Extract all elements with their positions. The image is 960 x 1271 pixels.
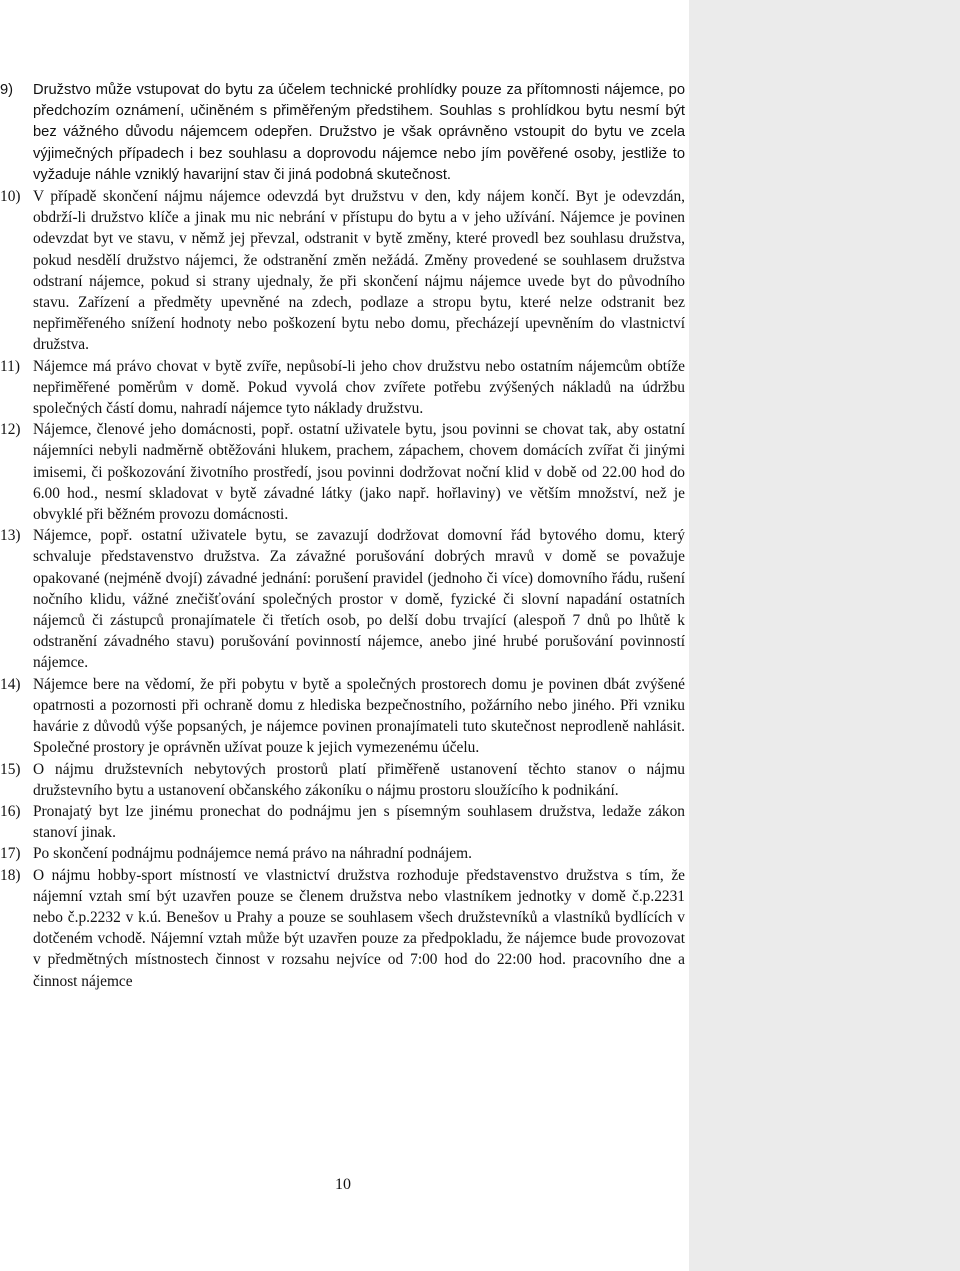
clause-number: 17) — [0, 845, 21, 863]
clause-number: 9) — [0, 82, 14, 98]
clause-number: 16) — [0, 802, 21, 820]
comment-margin-panel — [689, 0, 960, 1271]
clause-11 — [0, 356, 685, 420]
page-number: 10 — [335, 1176, 351, 1193]
clause-text: O nájmu hobby-sport místností ve vlastnictví družstva rozhoduje představenstvo družstva s tím, že nájemní vztah smí být uzavřen pouze se členem družstva nebo vlastníkem jednotky v domě č.p.2231 nebo č.p.2232 v k.ú. Benešov u Prahy a pouze se souhlasem všech družstevníků a vlastníků bydlících v dotčeném vchodě. Nájemní vztah může být uzavřen pouze za předpokladu, že nájemce bude provozovat v předmětných místnostech činnost v rozsahu nejvíce od 7:00 hod do 22:00 hod. pracovního dne a činnost nájemce — [33, 866, 685, 990]
clause-9 — [0, 80, 685, 186]
clause-17 — [0, 843, 685, 864]
clause-number: 10) — [0, 188, 21, 206]
clause-text: Pronajatý byt lze jinému pronechat do podnájmu jen s písemným souhlasem družstva, ledaže zákon stanoví jinak. — [33, 802, 685, 842]
clause-12 — [0, 419, 685, 525]
clause-text: Nájemce, popř. ostatní uživatele bytu, se zavazují dodržovat domovní řád bytového domu, který schvaluje představenstvo družstva. Za závažné porušování dobrých mravů v domě se považuje opakované (nejméně dvojí) závadné jednání: porušení pravidel (jednoho či více) domovního řádu, rušení nočního klidu, vážné znečišťování společných prostor v domě, fyzické či slovní napadání ostatních nájemců či zástupců pronajímatele či třetích osob, po delší dobu trvající (alespoň 7 dnů po lhůtě k odstranění závadného stavu) porušování povinností nájemce, anebo jiné hrubé porušování povinností nájemce. — [33, 527, 685, 672]
clause-18 — [0, 865, 685, 992]
clause-14 — [0, 674, 685, 759]
document-body — [0, 80, 685, 992]
clause-number: 14) — [0, 675, 21, 693]
clause-number: 18) — [0, 866, 21, 884]
clause-15 — [0, 759, 685, 801]
clause-text: Nájemce bere na vědomí, že při pobytu v bytě a společných prostorech domu je povinen dbát zvýšené opatrnosti a pozornosti při ochraně domu z hlediska bezpečnostního, požárního nebo jiného. Při vzniku havárie z důvodů výše popsaných, je nájemce povinen pronajímateli tuto skutečnost neprodleně nahlásit. Společné prostory je oprávněn užívat pouze k jejich vymezenému účelu. — [33, 675, 685, 757]
clause-number: 15) — [0, 760, 21, 778]
clause-text: Nájemce má právo chovat v bytě zvíře, nepůsobí-li jeho chov družstvu nebo ostatním nájemcům obtíže nepřiměřené poměrům v domě. Pokud vyvolá chov zvířete potřebu zvýšených nákladů na údržbu společných částí domu, nahradí nájemce tyto náklady družstvu. — [33, 357, 685, 418]
clause-number: 13) — [0, 527, 21, 545]
clause-number: 11) — [0, 357, 20, 375]
clause-13 — [0, 525, 685, 673]
clause-10 — [0, 186, 685, 356]
clause-text: O nájmu družstevních nebytových prostorů platí přiměřeně ustanovení těchto stanov o nájmu družstevního bytu a ustanovení občanského zákoníku o nájmu prostoru sloužícího k podnikání. — [33, 760, 685, 799]
clause-text: Po skončení podnájmu podnájemce nemá právo na náhradní podnájem. — [33, 845, 472, 863]
clause-16 — [0, 801, 685, 843]
clause-text: Nájemce, členové jeho domácnosti, popř. ostatní uživatele bytu, jsou povinni se chovat tak, aby ostatní nájemníci nebyli nadměrně obtěžováni hlukem, prachem, zápachem, chovem domácích zvířat či jinými imisemi, či poškozování životního prostředí, jsou povinni dodržovat noční klid v době od 22.00 hod do 6.00 hod., nesmí skladovat v bytě závadné látky (jako např. hořlaviny) ve větším množství, než je obvyklé při běžném provozu domácnosti. — [33, 421, 685, 524]
clause-number: 12) — [0, 421, 21, 439]
clause-text: Družstvo může vstupovat do bytu za účelem technické prohlídky pouze za přítomnosti nájemce, po předchozím oznámení, učiněném s přiměřeným předstihem. Souhlas s prohlídkou bytu nesmí být bez vážného důvodu nájemcem odepřen. Družstvo je však oprávněno vstoupit do bytu ve zcela výjimečných případech i bez souhlasu a doprovodu nájemce nebo jím pověřené osoby, jestliže to vyžaduje náhle vzniklý havarijní stav či jiná podobná skutečnost. — [33, 82, 685, 183]
clause-text: V případě skončení nájmu nájemce odevzdá byt družstvu v den, kdy nájem končí. Byt je odevzdán, obdrží-li družstvo klíče a jinak mu nic nebrání v přístupu do bytu a v jeho užívání. Nájemce je povinen odevzdat byt ve stavu, v němž jej převzal, odstranit v bytě změny, které provedl bez souhlasu družstva, pokud nesdělí družstvo nájemci, že odstranění změn nežádá. Změny provedené se souhlasem družstva odstraní nájemce, pokud si strany ujednaly, že při skončení nájmu nájemce uvede byt do původního stavu. Zařízení a předměty upevněné na zdech, podlaze a stropu bytu, které nelze odstranit bez nepřiměřeného snížení hodnoty nebo poškození bytu nebo domu, přecházejí upevněním do vlastnictví družstva. — [33, 188, 685, 354]
